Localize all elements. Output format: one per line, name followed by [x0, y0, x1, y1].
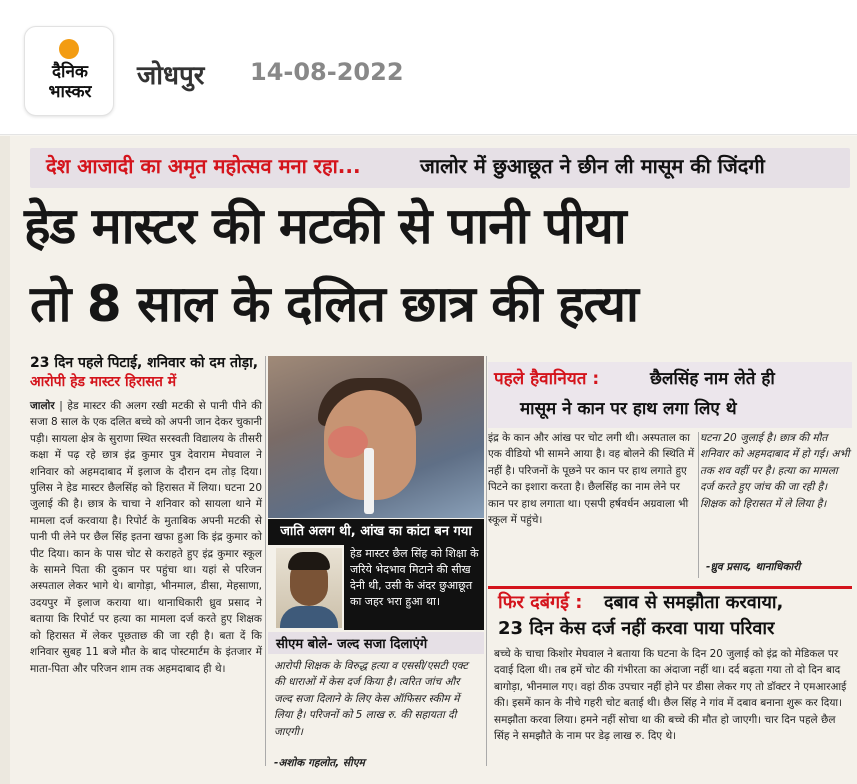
- quote-text: हेड मास्टर छैल सिंह को शिक्षा के जरिये भेदभाव मिटाने की सीख देनी थी, उसी के अंदर छुआछूत का जहर भरा हुआ था।: [350, 547, 479, 608]
- left-body-paragraph: | हेड मास्टर की अलग रखी मटकी से पानी पीने की सजा 8 साल के एक दलित बच्चे को अपनी जान देकर चुकानी पड़ी। सायला क्षेत्र के सुराणा स्थित सरस्वती विद्यालय के तीसरी कक्षा में पढ़ रहे छात्र इंद्र कुमार पुत्र देवाराम मेघवाल ने शनिवार को अहमदाबाद में इलाज के दौरान दम तोड़ दिया। पुलिस ने हेड मास्टर छैलसिंह को हिरासत में लिया। घटना 20 जुलाई की है। छात्र के चाचा ने शनिवार को सायला थाने में मामला दर्ज करवाया है। रिपोर्ट के मुताबिक अपनी मटकी से पानी पी लेने पर छैल सिंह इतना खफा हुआ कि इंद्र कुमार को पीट दिया। कान के पास चोट से कराहते हुए इंद्र कुमार स्कूल के सामने पिता की दुकान पर पहुंचा था। यहां से परिजन अस्पताल लेकर भागे थे। बागोड़ा, भीनमाल, डीसा, मेहसाणा, उदयपुर में इलाज कराया था। थानाधिकारी ध्रुव प्रसाद ने बताया कि रिपोर्ट पर हत्या का मामला दर्ज करते हुए शिक्षक को हिरासत में लेकर पूछताछ की जा रही है। बता दें कि शनिवार सुबह 11 बजे मौत के बाद पोस्टमार्टम के इंतजार में माता-पिता और परिजन शाम तक अहमदाबाद ही थे।: [30, 400, 262, 675]
- logo-text-line1: दैनिक: [52, 62, 88, 82]
- column-divider: [486, 356, 487, 766]
- section2-heading-line2: 23 दिन केस दर्ज नहीं करवा पाया परिवार: [498, 618, 775, 639]
- column-divider: [265, 356, 266, 766]
- kicker-black-text: जालोर में छुआछूत ने छीन ली मासूम की जिंदगी: [420, 154, 765, 178]
- cm-attribution: -अशोक गहलोत, सीएम: [274, 757, 365, 769]
- section2-heading-black: दबाव से समझौता करवाया,: [604, 592, 784, 613]
- section1-body: इंद्र के कान और आंख पर चोट लगी थी। अस्पताल का एक वीडियो भी सामने आया है। वह बोलने की स्थिति में नहीं है। परिजनों के पूछने पर कान पर हाथ लगाते हुए पिटने का इशारा करता है। छैलसिंह का नाम लेने पर कान पर हाथ लगाता था। एसपी हर्षवर्धन अग्रवाला भी स्कूल में पहुंचे।: [488, 432, 695, 527]
- logo-text-line2: भास्कर: [48, 82, 92, 102]
- kicker-red-text: देश आजादी का अमृत महोत्सव मना रहा...: [46, 154, 361, 178]
- dateline: जालोर: [30, 400, 55, 412]
- dainik-bhaskar-logo[interactable]: [24, 26, 114, 116]
- photo-caption: जाति अलग थी, आंख का कांटा बन गया: [268, 519, 484, 545]
- cm-heading: सीएम बोले- जल्द सजा दिलाएंगे: [276, 637, 428, 652]
- edition-city: जोधपुर: [137, 61, 205, 91]
- victim-photo: [268, 356, 484, 518]
- left-subheading-black: 23 दिन पहले पिटाई, शनिवार को दम तोड़ा,: [30, 355, 259, 371]
- headline-line2: तो 8 साल के दलित छात्र की हत्या: [30, 275, 638, 333]
- cm-statement: आरोपी शिक्षक के विरुद्ध हत्या व एससी/एसटी एक्ट की धाराओं में केस दर्ज किया है। त्वरित जांच और जल्द सजा दिलाने के लिए केस ऑफिसर स्कीम में लिया है। परिजनों को 5 लाख रु. की सहायता दी जाएगी।: [274, 660, 468, 738]
- adjacent-column-strip: [0, 136, 10, 784]
- section1-heading-red: पहले हैवानियत :: [494, 369, 600, 389]
- left-body-text: [30, 398, 262, 677]
- edition-date: 14-08-2022: [250, 58, 404, 86]
- headline-line1: हेड मास्टर की मटकी से पानी पीया: [24, 197, 626, 255]
- police-statement: घटना 20 जुलाई है। छात्र की मौत शनिवार को अहमदाबाद में हो गई। अभी तक शव वहीं पर है। हत्या का मामला दर्ज करते हुए जांच की जा रही है। शिक्षक को हिरासत में ले लिया है।: [700, 432, 850, 510]
- app-header: [0, 0, 857, 135]
- teacher-photo: [276, 548, 342, 628]
- left-subheading: [30, 354, 262, 392]
- section2-heading-red: फिर दबंगई :: [498, 592, 583, 613]
- section1-heading-black: छैलसिंह नाम लेते ही: [650, 369, 775, 389]
- left-subheading-red: आरोपी हेड मास्टर हिरासत में: [30, 374, 177, 390]
- police-attribution: -ध्रुव प्रसाद, थानाधिकारी: [706, 561, 801, 573]
- sun-icon: [59, 39, 79, 59]
- section1-heading-line2: मासूम ने कान पर हाथ लगा लिए थे: [520, 399, 737, 419]
- section2-body: बच्चे के चाचा किशोर मेघवाल ने बताया कि घटना के दिन 20 जुलाई को इंद्र को मेडिकल पर दवाई दिला थी। तब हमें चोट की गंभीरता का अंदाजा नहीं था। दर्द बढ़ता गया तो दो दिन बाद बागोड़ा, भीनमाल गए। वहां ठीक उपचार नहीं होने पर डीसा लेकर गए तो डॉक्टर ने एमआरआई की। इसमें कान के नीचे गहरी चोट बताई थी। छैल सिंह ने गांव में दबाव बनाना शुरू कर दिया। समझौता करवा लिया। हमने नहीं सोचा था की बच्चे की मौत हो जाएगी। चार दिन पहले छैल सिंह ने समझौते के नाम पर डेढ़ लाख रु. दिए थे।: [494, 648, 847, 743]
- column-divider: [698, 432, 699, 578]
